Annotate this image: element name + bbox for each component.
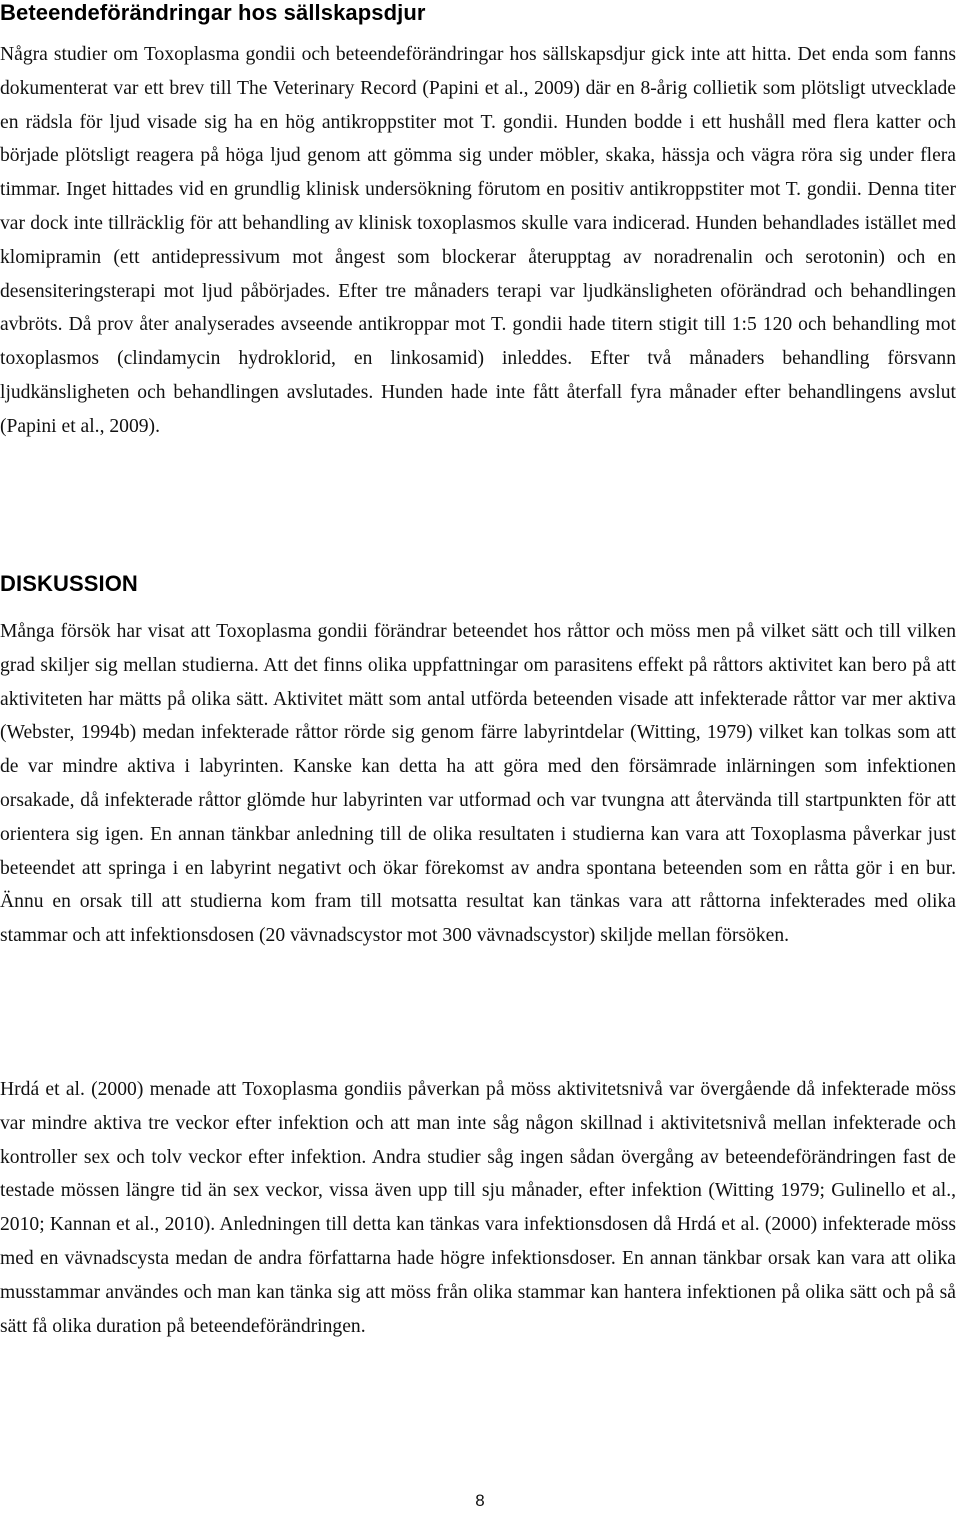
page-number: 8	[475, 1491, 485, 1510]
section-heading-discussion: DISKUSSION	[0, 571, 138, 596]
paragraph-discussion-1: Många försök har visat att Toxoplasma gondii förändrar beteendet hos råttor och möss men på vilket sätt och till vilken grad skiljer sig mellan studierna. Att det finns olika uppfattningar om parasitens effekt på råttors aktivitet kan bero på att aktiviteten har mätts på olika sätt. Aktivitet mätt som antal utförda beteenden visade att infekterade råttor var mer aktiva (Webster, 1994b) medan infekterade råttor rörde sig genom färre labyrintdelar (Witting, 1979) vilket kan tolkas som att de var mindre aktiva i labyrinten. Kanske kan detta ha att göra med den försämrade inlärningen som infektionen orsakade, då infekterade råttor glömde hur labyrinten var utformad och var tvungna att återvända till startpunkten för att orientera sig igen. En annan tänkbar anledning till de olika resultaten i studierna kan vara att Toxoplasma påverkar just beteendet att springa i en labyrint negativt och ökar förekomst av andra spontana beteenden som en råtta gör i en bur. Ännu en orsak till att studierna kom fram till motsatta resultat kan tänkas vara att råttorna infekterades med olika stammar och att infektionsdosen (20 vävnadscystor mot 300 vävnadscystor) skiljde mellan försöken.	[0, 621, 956, 947]
paragraph-pet-behavior: Några studier om Toxoplasma gondii och beteendeförändringar hos sällskapsdjur gick inte att hitta. Det enda som fanns dokumenterat var ett brev till The Veterinary Record (Papini et al., 2009) där en 8-årig collietik som plötsligt utvecklade en rädsla för ljud visade sig ha en hög antikroppstiter mot T. gondii. Hunden bodde i ett hushåll med flera katter och började plötsligt reagera på höga ljud genom att gömma sig under möbler, skaka, hässja och vägra röra sig under flera timmar. Inget hittades vid en grundlig klinisk undersökning förutom en positiv antikroppstiter mot T. gondii. Denna titer var dock inte tillräcklig för att behandling av klinisk toxoplasmos skulle vara indicerad. Hunden behandlades istället med klomipramin (ett antidepressivum mot ångest som blockerar återupptag av noradrenalin och serotonin) och en desensiteringsterapi mot ljud påbörjades. Efter tre månaders terapi var ljudkänsligheten oförändrad och behandlingen avbröts. Då prov åter analyserades avseende antikroppar mot T. gondii hade titern stigit till 1:5 120 och behandling mot toxoplasmos (clindamycin hydroklorid, en linkosamid) inleddes. Efter två månaders behandling försvann ljudkänsligheten och behandlingen avslutades. Hunden hade inte fått återfall fyra månader efter behandlingens avslut (Papini et al., 2009).	[0, 44, 956, 437]
section-heading-pet-behavior: Beteendeförändringar hos sällskapsdjur	[0, 0, 426, 25]
paragraph-discussion-2: Hrdá et al. (2000) menade att Toxoplasma gondiis påverkan på möss aktivitetsnivå var övergående då infekterade möss var mindre aktiva tre veckor efter infektion och att man inte såg någon skillnad i aktivitetsnivå mellan infekterade och kontroller sex och tolv veckor efter infektion. Andra studier såg ingen sådan övergång av beteendeförändringen fast de testade mössen längre tid än sex veckor, vissa även upp till sju månader, efter infektion (Witting 1979; Gulinello et al., 2010; Kannan et al., 2010). Anledningen till detta kan tänkas vara infektionsdosen då Hrdá et al. (2000) infekterade möss med en vävnadscysta medan de andra författarna hade högre infektionsdoser. En annan tänkbar orsak kan vara att olika musstammar användes och man kan tänka sig att möss från olika stammar kan hantera infektionen på olika sätt och på så sätt få olika duration på beteendeförändringen.	[0, 1079, 956, 1337]
